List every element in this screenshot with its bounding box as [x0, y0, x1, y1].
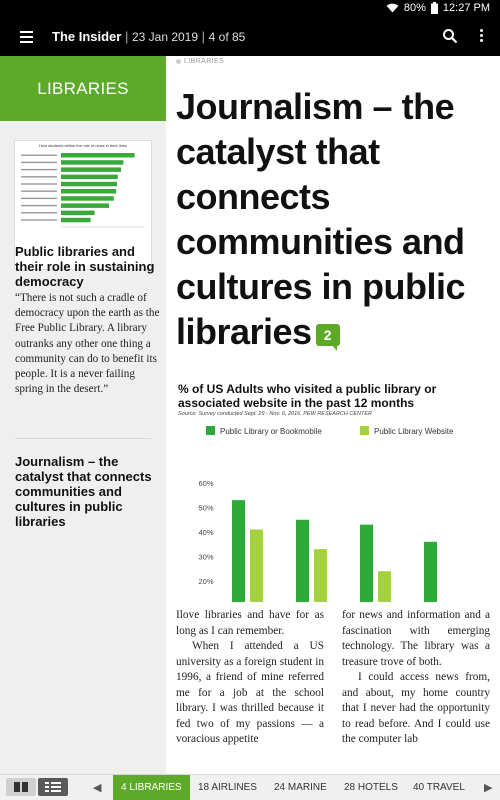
y-tick-label	[198, 602, 213, 603]
chart-plot	[178, 382, 490, 602]
tab-marine[interactable]: 24 MARINE	[274, 782, 327, 793]
bar-library	[232, 500, 245, 602]
thumbnail-row-label	[21, 205, 57, 206]
legend-label: Public Library Website	[374, 427, 454, 436]
comment-count-badge[interactable]: 2	[316, 324, 340, 346]
thumbnail-row-label	[21, 169, 57, 170]
bar-library	[360, 525, 373, 602]
thumbnail-row-label	[21, 212, 57, 213]
breadcrumb-label: LIBRARIES	[184, 58, 225, 65]
tab-airlines[interactable]: 18 AIRLINES	[198, 782, 257, 793]
bar-website	[378, 571, 391, 602]
menu-icon[interactable]	[18, 27, 38, 47]
publication-name: The Insider	[52, 29, 122, 44]
battery-icon	[431, 2, 438, 14]
headline-text: Journalism – the catalyst that connects communities and cultures in public libraries	[176, 86, 466, 352]
scroll-right-icon[interactable]: ▶	[484, 782, 493, 794]
page-indicator: 4 of 85	[208, 30, 246, 44]
sidebar-article-title: Journalism – the catalyst that connects communities and cultures in public libraries	[15, 454, 152, 529]
thumbnail-bar	[61, 182, 117, 187]
thumbnail-row-label	[21, 162, 57, 163]
legend-label: Public Library or Bookmobile	[220, 427, 322, 436]
thumbnail-title: How students define the role of news in their lives	[39, 143, 127, 148]
thumbnail-row-label	[21, 183, 57, 184]
chart-title: % of US Adults who visited a public library or associated website in the past 12 months	[178, 382, 437, 410]
body-paragraph: Ilove libraries and have for as long as I can remember.	[176, 609, 324, 637]
search-icon[interactable]	[442, 28, 458, 44]
article-pane	[166, 56, 500, 774]
thumbnail-row-label	[21, 191, 57, 192]
y-tick-label: 60%	[198, 479, 214, 488]
sidebar	[0, 56, 166, 774]
breadcrumb	[176, 58, 224, 65]
app-bar	[0, 18, 500, 56]
wifi-icon	[386, 3, 399, 13]
legend-swatch	[206, 426, 215, 435]
thumbnail-row-label	[21, 155, 57, 156]
tab-libraries[interactable]: 4 LIBRARIES	[113, 775, 190, 800]
thumbnail-row-label	[21, 219, 57, 220]
chart-source: Source: Survey conducted Sept. 29 - Nov. 6, 2016. PEW RESEARCH CENTER	[178, 411, 373, 417]
thumbnail-bar	[61, 218, 91, 223]
bar-chart	[178, 382, 490, 602]
thumbnail-bar	[61, 160, 123, 165]
more-options-icon[interactable]	[478, 27, 484, 45]
article-headline	[176, 84, 496, 354]
article-body-column-1	[176, 608, 324, 748]
thumbnail-bar	[61, 153, 135, 158]
thumbnail-row-label	[21, 176, 57, 177]
bar-library	[296, 520, 309, 602]
body-paragraph: When I attended a US university as a foreign student in 1996, a friend of mine referred me for a job at the school library. I was thrilled because it fed two of my passions — a voracious appetite	[176, 640, 324, 745]
y-tick-label: 20%	[198, 577, 214, 586]
issue-date: 23 Jan 2019	[131, 30, 199, 44]
bar-website	[250, 530, 263, 602]
section-header: LIBRARIES	[0, 56, 166, 121]
scroll-left-icon[interactable]: ◀	[93, 782, 102, 794]
thumbnail-bar	[61, 211, 95, 216]
app-title: The Insider | 23 Jan 2019 | 4 of 85	[52, 29, 246, 44]
sidebar-article-quote: “There is not such a cradle of democracy upon the earth as the Free Public Library. A library outranks any other one thing a community can do to benefit its people. It is a never failing spring in the desert.”	[15, 292, 160, 396]
y-tick-label: 40%	[198, 528, 214, 537]
tab-hotels[interactable]: 28 HOTELS	[344, 782, 398, 793]
thumbnail-bar	[61, 189, 116, 194]
body-paragraph: for news and information and a fascination with emerging technology. The library was a treasure trove of both.	[342, 609, 490, 668]
y-tick-label: 50%	[198, 503, 214, 513]
y-tick-label: 30%	[198, 552, 214, 562]
sidebar-divider	[15, 438, 151, 439]
tab-travel[interactable]: 40 TRAVEL	[413, 782, 465, 793]
bar-website	[314, 549, 327, 602]
article-body-column-2	[342, 608, 490, 748]
sidebar-article-democracy[interactable]	[15, 244, 160, 397]
clock: 12:27 PM	[442, 2, 490, 14]
sidebar-article-journalism[interactable]	[15, 454, 160, 529]
thumbnail-bar	[61, 167, 121, 172]
status-bar	[0, 0, 500, 18]
sidebar-article-title: Public libraries and their role in sustaining democracy	[15, 244, 155, 289]
list-icon	[45, 782, 61, 792]
breadcrumb-dot-icon	[176, 59, 181, 64]
thumbnail-bar	[61, 175, 118, 180]
battery-level: 80%	[403, 2, 426, 14]
page-view-button[interactable]	[6, 778, 36, 796]
text-view-button[interactable]	[38, 778, 68, 796]
body-paragraph: I could access news from, and about, my home country that I never had the opportunity to read before. And I could use the computer lab	[342, 671, 490, 745]
thumbnail-row-label	[21, 198, 57, 199]
columns-icon	[14, 782, 28, 792]
legend-swatch	[360, 426, 369, 435]
bar-library	[424, 542, 437, 602]
thumbnail-bar	[61, 196, 114, 201]
thumbnail-bar	[61, 203, 109, 208]
section-tab-bar	[0, 774, 500, 800]
